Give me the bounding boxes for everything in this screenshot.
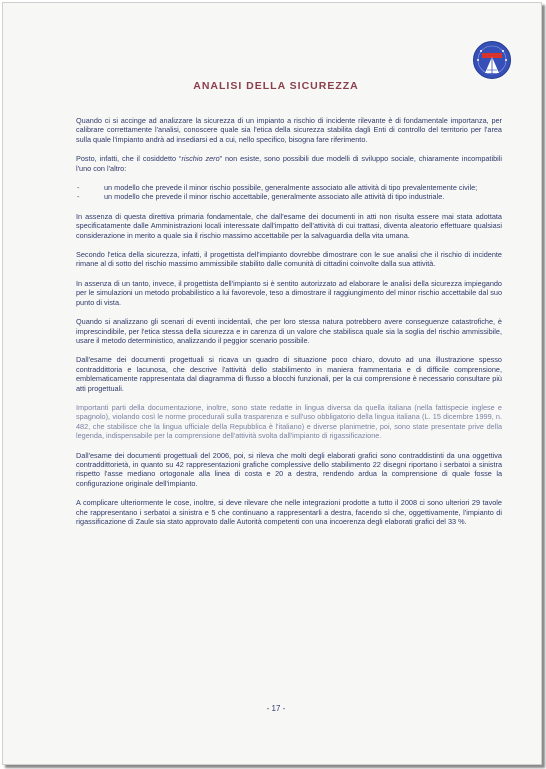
paragraph: In assenza di un tanto, invece, il progettista dell'impianto si è sentito autorizzato ad elaborare le analisi della sicurezza impiegando per le simulazioni un metodo probabilistico a lui favorevole, teso a dimostrare il raggiungimento del minor rischio accettabile dal suo punto di vista. — [76, 278, 502, 307]
paragraph: Dall'esame dei documenti progettuali si ricava un quadro di situazione poco chiaro, dovuto ad una illustrazione spesso contraddittoria e lacunosa, che descrive l'attività dello stabilimento in maniera frammentaria e di difficile comprensione, emblematicamente rappresentata dal diagramma di flusso a blocchi funzionali, per la cui comprensione è necessario consultare più atti progettuali. — [76, 355, 502, 393]
paragraph: Quando ci si accinge ad analizzare la sicurezza di un impianto a rischio di incidente rilevante è di fondamentale importanza, per calibrare correttamente l'analisi, conoscere quale sia l'etica della sicurezza stabilita dagli Enti di controllo del territorio per l'area sulla quale l'impianto andrà ad insediarsi ed a cui, nello specifico, bisogna fare riferimento. — [76, 116, 502, 144]
list-item: - un modello che prevede il minor rischio accettabile, generalmente associato alle attività di tipo industriale. — [76, 192, 502, 201]
development-models-list — [76, 183, 502, 202]
paragraph: Dall'esame dei documenti progettuali del 2006, poi, si rileva che molti degli elaborati grafici sono contraddistinti da una oggettiva contraddittorietà, in quanto su 42 rappresentazioni grafiche complessive dello stabilimento 22 disegni riportano i serbatoi a sinistra rispetto l'asse mediano ortogonale alla linea di costa e 20 a destra, rendendo ardua la comprensione di quale fosse la configurazione originale dell'impianto. — [76, 450, 502, 488]
paragraph: Quando si analizzano gli scenari di eventi incidentali, che per loro stessa natura potrebbero avere conseguenze catastrofiche, è imprescindibile, per l'etica stessa della sicurezza e in carenza di un valore che stabilisca quale sia la soglia del rischio ammissibile, usare il metodo deterministico, analizzando il peggior scenario possibile. — [76, 317, 502, 345]
paragraph — [76, 154, 502, 173]
paragraph: Secondo l'etica della sicurezza, infatti, il progettista dell'impianto dovrebbe dimostrare con le sue analisi che il rischio di incidente rimane al di sotto del rischio massimo ammissibile stabilito dalle comunità di cittadini coinvolte dalla sua attività. — [76, 250, 502, 269]
paragraph: Importanti parti della documentazione, inoltre, sono state redatte in lingua diversa da quella italiana (nella fattispecie inglese e spagnolo), violando così le norme procedurali sulla trasparenza e sull'uso obbligatorio della lingua italiana (L. 15 dicembre 1999, n. 482, che stabilisce che la lingua ufficiale della Repubblica è l'italiano) e diverse planimetrie, poi, sono state presentate prive della legenda, indispensabile per la comprensione dell'attività svolta dall'impianto di rigassificazione. — [76, 402, 502, 441]
organization-logo-icon — [472, 40, 512, 80]
document-body — [76, 116, 502, 536]
document-page — [2, 2, 542, 765]
list-item: - un modello che prevede il minor rischio possibile, generalmente associato alle attività di tipo prevalentemente civile; — [76, 183, 502, 192]
paragraph: In assenza di questa direttiva primaria fondamentale, che dall'esame dei documenti in atti non risulta essere mai stata adottata specificatamente dalle Amministrazioni locali interessate dall'impatto dell'attività di cui trattasi, diventa aleatorio effettuare qualsiasi considerazione in merito a quale sia il rischio massimo accettabile per la salvaguardia della vita umana. — [76, 211, 502, 240]
page-title: ANALISI DELLA SICUREZZA — [193, 80, 359, 92]
text-run: ” non esiste, sono possibili due modelli di sviluppo sociale, chiaramente incompatibili l'uno con l'altro: — [76, 154, 503, 173]
page-number: - 17 - — [266, 704, 286, 713]
paragraph: A complicare ulteriormente le cose, inoltre, si deve rilevare che nelle integrazioni prodotte a tutto il 2008 ci sono ulteriori 29 tavole che rappresentano i serbatoi a sinistra e 5 che continuano a rappresentarli a destra, facendo sì che, oggettivamente, l'impianto di rigassificazione di Zaule sia stato approvato dalle Autorità competenti con una incoerenza degli elaborati grafici del 33 %. — [76, 498, 502, 526]
text-run: Posto, infatti, che il cosiddetto “ — [76, 154, 182, 164]
emphasis-text: rischio zero — [181, 154, 220, 164]
